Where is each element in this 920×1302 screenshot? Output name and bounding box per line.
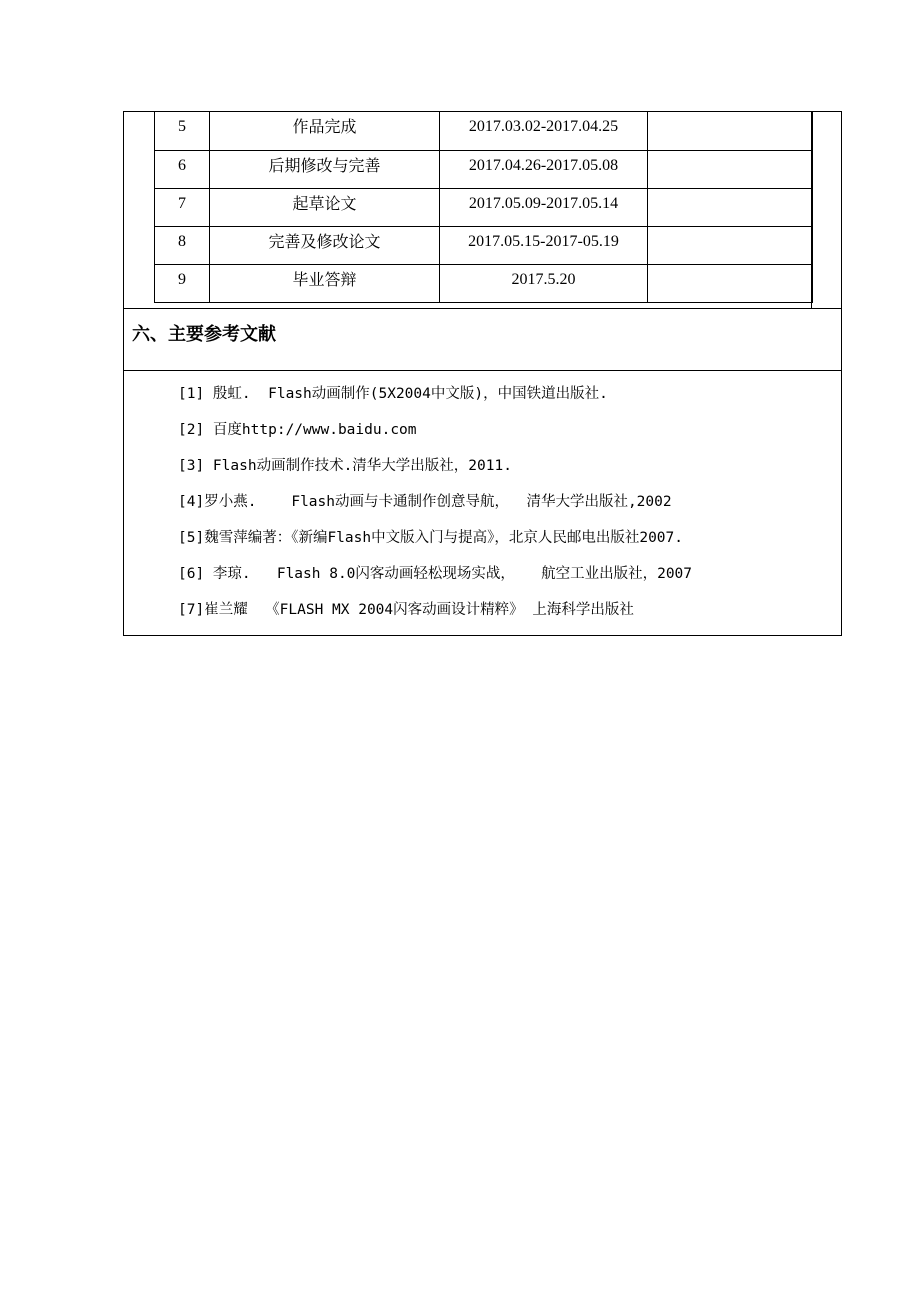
row-number: 8 xyxy=(155,226,210,264)
section-divider xyxy=(124,308,841,309)
schedule-table xyxy=(154,112,813,303)
task-period: 2017.5.20 xyxy=(440,264,648,302)
task-note xyxy=(648,188,813,226)
references-heading: 六、主要参考文献 xyxy=(132,324,276,345)
document-frame xyxy=(123,111,842,636)
reference-item: [6] 李琼. Flash 8.0闪客动画轻松现场实战， 航空工业出版社，2007 xyxy=(178,566,693,582)
reference-list xyxy=(178,380,692,632)
table-row xyxy=(155,226,813,264)
table-right-margin xyxy=(811,112,841,309)
table-row xyxy=(155,264,813,302)
task-period: 2017.05.09-2017.05.14 xyxy=(440,188,648,226)
reference-item: [3] Flash动画制作技术.清华大学出版社，2011. xyxy=(178,458,512,474)
reference-item: [5]魏雪萍编著：《新编Flash中文版入门与提高》，北京人民邮电出版社2007. xyxy=(178,530,683,546)
task-period: 2017.03.02-2017.04.25 xyxy=(440,112,648,150)
row-number: 7 xyxy=(155,188,210,226)
task-note xyxy=(648,226,813,264)
reference-item: [2] 百度http://www.baidu.com xyxy=(178,422,417,438)
task-note xyxy=(648,112,813,150)
row-number: 9 xyxy=(155,264,210,302)
task-period: 2017.04.26-2017.05.08 xyxy=(440,150,648,188)
task-note xyxy=(648,264,813,302)
task-name: 毕业答辩 xyxy=(210,264,440,302)
task-note xyxy=(648,150,813,188)
task-period: 2017.05.15-2017-05.19 xyxy=(440,226,648,264)
table-row xyxy=(155,188,813,226)
row-number: 6 xyxy=(155,150,210,188)
task-name: 完善及修改论文 xyxy=(210,226,440,264)
table-row xyxy=(155,112,813,150)
reference-item: [1] 殷虹. Flash动画制作(5X2004中文版)，中国铁道出版社. xyxy=(178,386,608,402)
reference-item: [4]罗小燕. Flash动画与卡通制作创意导航， 清华大学出版社,2002 xyxy=(178,494,672,510)
table-row xyxy=(155,150,813,188)
row-number: 5 xyxy=(155,112,210,150)
task-name: 作品完成 xyxy=(210,112,440,150)
reference-item: [7]崔兰耀 《FLASH MX 2004闪客动画设计精粹》 上海科学出版社 xyxy=(178,602,634,618)
task-name: 后期修改与完善 xyxy=(210,150,440,188)
task-name: 起草论文 xyxy=(210,188,440,226)
section-divider xyxy=(124,370,841,371)
